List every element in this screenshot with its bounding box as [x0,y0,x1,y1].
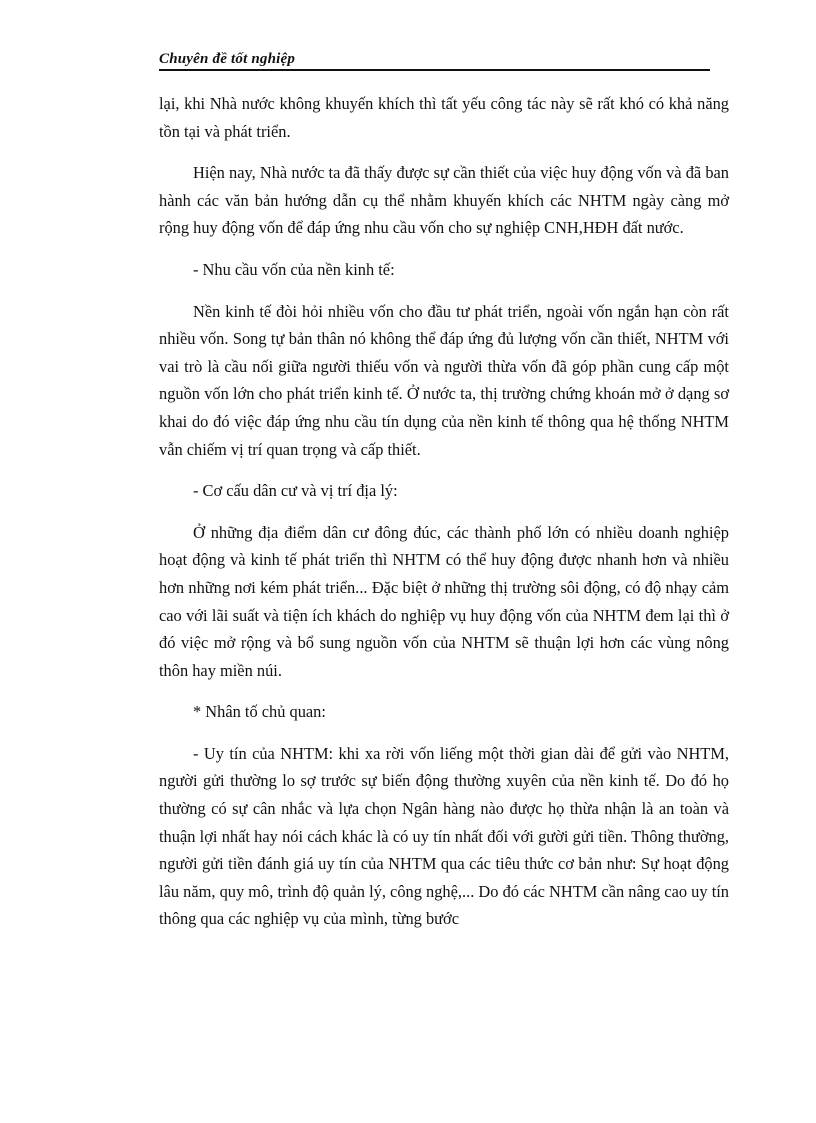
paragraph-reputation: - Uy tín của NHTM: khi xa rời vốn liếng một thời gian dài để gửi vào NHTM, người gửi thường lo sợ trước sự biến động thường xuyên của nền kinh tế. Do đó họ thường có sự cân nhắc và lựa chọn Ngân hàng nào được họ thừa nhận là an toàn và thuận lợi nhất hay nói cách khác là có uy tín nhất đối với gười gửi tiền. Thông thường, người gửi tiền đánh giá uy tín của NHTM qua các tiêu thức cơ bản như: Sự hoạt động lâu năm, quy mô, trình độ quản lý, công nghệ,... Do đó các NHTM cần nâng cao uy tín thông qua các nghiệp vụ của mình, từng bước [159,743,729,929]
paragraph-capital-demand: Nền kinh tế đòi hỏi nhiều vốn cho đầu tư phát triển, ngoài vốn ngắn hạn còn rất nhiều vốn. Song tự bản thân nó không thể đáp ứng đủ lượng vốn cần thiết, NHTM với vai trò là cầu nối giữa người thiếu vốn và người thừa vốn đã góp phần cung cấp một nguồn vốn lớn cho phát triển kinh tế. Ở nước ta, thị trường chứng khoán mở ở dạng sơ khai do đó việc đáp ứng nhu cầu tín dụng của nền kinh tế thông qua hệ thống NHTM vẫn chiếm vị trí quan trọng và cấp thiết. [159,301,729,459]
paragraph-population-geography: Ở những địa điểm dân cư đông đúc, các thành phố lớn có nhiều doanh nghiệp hoạt động và kinh tế phát triển thì NHTM có thể huy động được nhanh hơn và nhiều hơn những nơi kém phát triển... Đặc biệt ở những thị trường sôi động, có độ nhạy cảm cao với lãi suất và tiện ích khách do nghiệp vụ huy động vốn của NHTM đem lại thì ở đó việc mở rộng và bổ sung nguồn vốn của NHTM sẽ thuận lợi hơn các vùng nông thôn hay miền núi. [159,522,729,680]
header-title: Chuyên đề tốt nghiệp [159,51,296,67]
paragraph-continuation: lại, khi Nhà nước không khuyến khích thì tất yếu công tác này sẽ rất khó có khả năng tồn tại và phát triển. [159,94,729,141]
subheading-subjective-factors: * Nhân tố chủ quan: [193,702,326,722]
paragraph-state-policy: Hiện nay, Nhà nước ta đã thấy được sự cần thiết của việc huy động vốn và đã ban hành các văn bản hướng dẫn cụ thể nhằm khuyến khích các NHTM ngày càng mở rộng huy động vốn để đáp ứng nhu cầu vốn cho sự nghiệp CNH,HĐH đất nước. [159,163,729,238]
page-header [159,50,710,70]
header-rule [159,69,710,71]
document-body [159,90,729,947]
subheading-capital-demand: - Nhu cầu vốn của nền kinh tế: [193,259,395,279]
subheading-population-geography: - Cơ cấu dân cư và vị trí địa lý: [193,481,398,501]
